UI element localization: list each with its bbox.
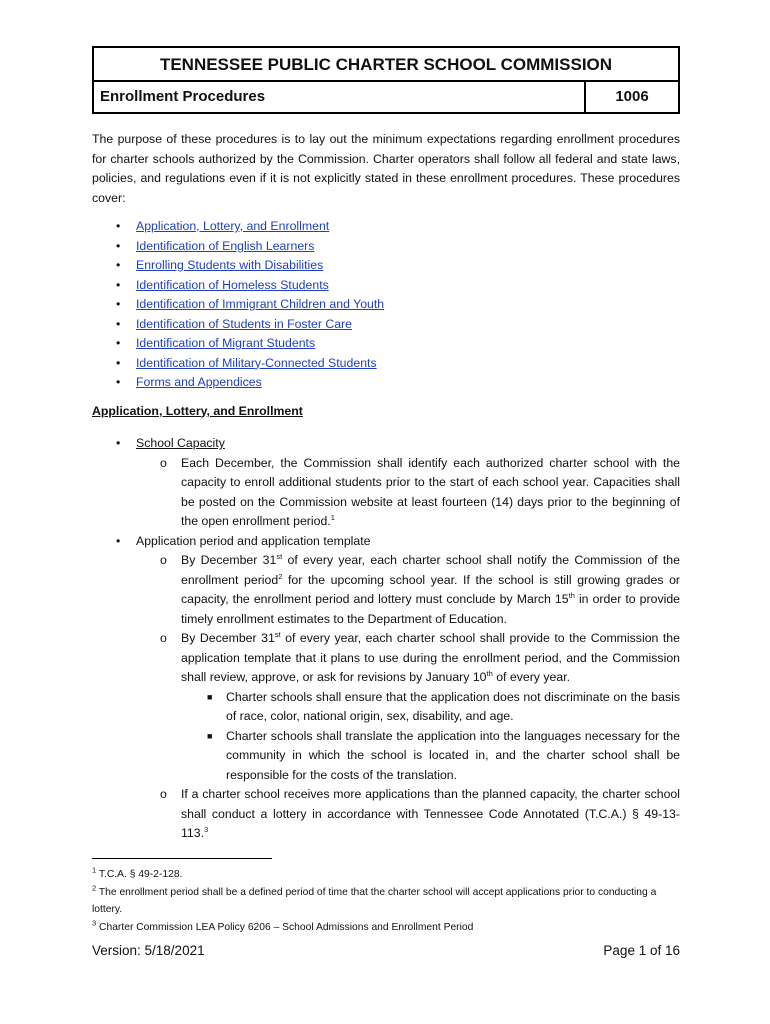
sub-list [92, 551, 680, 844]
contents-item [92, 373, 680, 393]
intro-paragraph: The purpose of these procedures is to lay out the minimum expectations regarding enrollment procedures for charter schools authorized by the Commission. Charter operators shall follow all federal and state laws, policies, and regulations even if it is not explicitly stated in these enrollment procedures. These procedures cover: [92, 132, 680, 205]
contents-item [92, 315, 680, 335]
document-title: TENNESSEE PUBLIC CHARTER SCHOOL COMMISSION [94, 48, 678, 82]
section-heading: Application, Lottery, and Enrollment [92, 403, 303, 418]
list-item [92, 785, 680, 844]
contents-item [92, 237, 680, 257]
bullet-icon: • [116, 316, 121, 331]
page-number: Page 1 of 16 [603, 943, 680, 958]
link-foster-care[interactable]: Identification of Students in Foster Care [136, 316, 352, 331]
bullet-icon: • [116, 297, 121, 311]
footnote-ref: 2 [278, 571, 283, 581]
footnote-number: 3 [92, 918, 97, 928]
list-item [181, 727, 680, 786]
bullet-icon: • [116, 277, 121, 292]
list-item [92, 629, 680, 785]
text-fragment: If a charter school receives more applications than the planned capacity, the charter school shall conduct a lottery in accordance with Tennessee Code Annotated (T.C.A.) § 49-13-113. [181, 787, 680, 840]
bullet-icon: • [116, 219, 121, 233]
list-item [92, 454, 680, 532]
bullet-icon: • [116, 238, 121, 253]
contents-item [92, 354, 680, 374]
footnote-text: T.C.A. § 49-2-128. [96, 869, 183, 880]
application-period-label: Application period and application template [136, 533, 371, 548]
sub-list [92, 454, 680, 532]
superscript: th [486, 668, 493, 678]
version-label: Version: 5/18/2021 [92, 943, 205, 958]
text-fragment: By December 31 [181, 553, 277, 567]
school-capacity-label: School Capacity [136, 436, 225, 450]
list-item [92, 434, 680, 532]
circle-bullet-icon: o [160, 631, 167, 645]
contents-list [92, 217, 680, 393]
footnote [92, 866, 680, 884]
footnote-text: Charter Commission LEA Policy 6206 – School Admissions and Enrollment Period [96, 921, 474, 933]
list-item [92, 532, 680, 844]
text-fragment: for the upcoming school year. If the school is still growing grades or capacity, the enrollment period and lottery must conclude by March 15 [181, 572, 681, 606]
circle-bullet-icon: o [160, 553, 167, 567]
footnote-number: 2 [92, 883, 97, 893]
text-fragment: of every year. [492, 670, 571, 684]
footnote [92, 884, 680, 919]
footnote-ref: 3 [204, 824, 209, 834]
circle-bullet-icon: o [160, 455, 167, 470]
procedure-list [92, 434, 680, 844]
superscript: st [274, 629, 281, 639]
link-forms-appendices[interactable]: Forms and Appendices [136, 375, 262, 389]
list-item [92, 551, 680, 629]
superscript: st [276, 551, 283, 561]
contents-item [92, 276, 680, 296]
link-migrant-students[interactable]: Identification of Migrant Students [136, 336, 316, 350]
link-military-connected[interactable]: Identification of Military-Connected Students [136, 355, 377, 370]
square-bullet-icon: ■ [207, 691, 213, 702]
policy-subject: Enrollment Procedures [94, 82, 586, 112]
policy-number: 1006 [615, 88, 649, 105]
link-students-with-disabilities[interactable]: Enrolling Students with Disabilities [136, 258, 324, 272]
text-fragment: of every year, each charter school shall notify the Commission of the enrollment period [181, 553, 680, 587]
capacity-text: Each December, the Commission shall identify each authorized charter school with the capacity to enroll additional students prior to the start of each school year. Capacities shall be posted on the Commission website at least fourteen (14) days prior to the beginning of the open enrollment period. [181, 455, 680, 528]
link-immigrant-children[interactable]: Identification of Immigrant Children and Youth [136, 297, 385, 311]
bullet-icon: • [116, 355, 121, 370]
contents-item [92, 256, 680, 276]
footnote-text: The enrollment period shall be a defined period of time that the charter school will accept applications prior to conducting a lottery. [92, 886, 657, 915]
text-fragment: in order to provide timely enrollment estimates to the Department of Education. [181, 592, 680, 626]
bullet-icon: • [116, 258, 121, 272]
link-english-learners[interactable]: Identification of English Learners [136, 238, 315, 253]
bullet-icon: • [116, 533, 121, 548]
superscript: th [568, 590, 575, 600]
text-fragment: of every year, each charter school shall provide to the Commission the application template that it plans to use during the enrollment period, and the Commission shall review, approve, or ask for revisions by January 10 [181, 631, 680, 684]
list-item [181, 688, 680, 727]
footnotes [92, 866, 680, 936]
contents-item [92, 217, 680, 237]
link-application-lottery-enrollment[interactable]: Application, Lottery, and Enrollment [136, 219, 330, 233]
text-fragment: By December 31 [181, 631, 275, 645]
footnote-ref: 1 [330, 512, 335, 522]
bullet-icon: • [116, 375, 121, 389]
header-table [92, 46, 680, 114]
bullet-icon: • [116, 436, 121, 450]
footnote [92, 919, 680, 937]
link-homeless-students[interactable]: Identification of Homeless Students [136, 277, 329, 292]
document-body [92, 130, 680, 844]
bullet-icon: • [116, 336, 121, 350]
footnote-divider [92, 858, 272, 859]
contents-item [92, 334, 680, 354]
square-bullet-icon: ■ [207, 730, 213, 741]
sub-sub-list [181, 688, 680, 786]
header-row [94, 82, 678, 112]
footnote-number: 1 [92, 865, 97, 875]
text-fragment: Charter schools shall ensure that the application does not discriminate on the basis of race, color, national origin, sex, disability, and age. [226, 689, 680, 723]
circle-bullet-icon: o [160, 787, 167, 801]
text-fragment: Charter schools shall translate the application into the languages necessary for the community in which the school is located in, and the charter school shall be responsible for the costs of the translation. [226, 728, 680, 782]
contents-item [92, 295, 680, 315]
